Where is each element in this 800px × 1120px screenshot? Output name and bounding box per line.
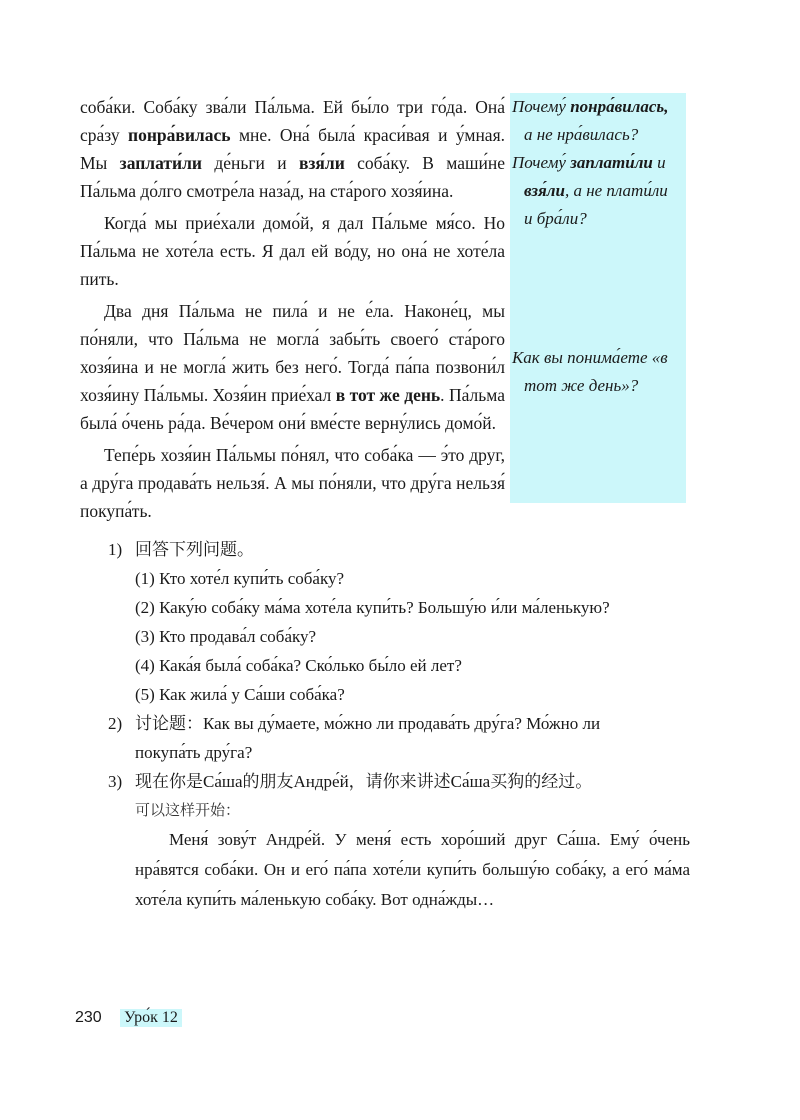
- lesson-label: Уро́к 12: [120, 1009, 182, 1027]
- exercises: [80, 535, 720, 915]
- starter-hint: 可以这样开始：: [135, 801, 241, 819]
- question: (5) Как жила́ у Са́ши соба́ка?: [135, 685, 345, 704]
- exercise-2: [80, 709, 720, 767]
- question: (3) Кто продава́л соба́ку?: [135, 627, 317, 646]
- margin-note-2: Почему́ заплати́ли и взя́ли, а не плати́ли и бра́ли?: [512, 153, 668, 228]
- margin-note-3: Как вы понима́ете «в тот же день»?: [512, 348, 668, 395]
- paragraph-1: соба́ки. Соба́ку зва́ли Па́льма. Ей бы́ло три го́да. Она́ сра́зу понра́вилась мне. Она́ была́ краси́вая и у́мная. Мы заплати́ли де́ньги и взя́ли соба́ку. В маши́не Па́льма до́лго смотре́ла наза́д, на ста́рого хозя́ина.: [80, 97, 505, 201]
- exercise-number: 1): [108, 540, 123, 559]
- question: (1) Кто хоте́л купи́ть соба́ку?: [135, 569, 345, 588]
- paragraph-4: Тепе́рь хозя́ин Па́льмы по́нял, что соба́ка — э́то друг, а дру́га продава́ть нельзя́. А мы по́няли, что дру́га нельзя́ покупа́ть.: [80, 445, 505, 521]
- page-number: 230: [75, 1009, 102, 1026]
- exercise-number: 2): [108, 714, 123, 733]
- story-starter: Меня́ зову́т Андре́й. У меня́ есть хоро́ший друг Са́ша. Ему́ о́чень нра́вятся соба́ки. Он и его́ па́па хоте́ли купи́ть большу́ю соба́ку, а его́ ма́ма хоте́ла купи́ть ма́ленькую соба́ку. Вот одна́жды…: [135, 830, 690, 909]
- exercise-text: покупа́ть дру́га?: [135, 743, 253, 762]
- exercise-text: 讨论题：Как вы ду́маете, мо́жно ли продава́ть дру́га? Мо́жно ли: [135, 714, 601, 733]
- exercise-number: 3): [108, 772, 123, 791]
- paragraph-2: Когда́ мы прие́хали домо́й, я дал Па́льме мя́со. Но Па́льма не хоте́ла есть. Я дал ей во́ду, но она́ не хоте́ла пить.: [80, 213, 505, 289]
- exercise-text: 现在你是Са́ша的朋友Андре́й，请你来讲述Са́ша买狗的经过。: [135, 772, 593, 791]
- reading-text: [80, 93, 505, 529]
- exercise-title: 回答下列问题。: [135, 540, 254, 559]
- question-list: [80, 564, 720, 709]
- margin-note-1: Почему́ понра́вилась, а не нра́вилась?: [512, 97, 669, 144]
- exercise-1: [80, 535, 720, 564]
- question: (4) Кака́я была́ соба́ка? Ско́лько бы́ло ей лет?: [135, 656, 462, 675]
- question: (2) Каку́ю соба́ку ма́ма хоте́ла купи́ть? Большу́ю и́ли ма́ленькую?: [135, 598, 610, 617]
- exercise-3: [80, 767, 720, 796]
- paragraph-3: Два дня Па́льма не пила́ и не е́ла. Наконе́ц, мы по́няли, что Па́льма не могла́ забы́ть своего́ ста́рого хозя́ина и не могла́ жить без него́. Тогда́ па́па позвони́л хозя́ину Па́льмы. Хозя́ин прие́хал в тот же день. Па́льма была́ о́чень ра́да. Ве́чером они́ вме́сте верну́лись домо́й.: [80, 301, 505, 433]
- page-footer: [75, 1009, 182, 1027]
